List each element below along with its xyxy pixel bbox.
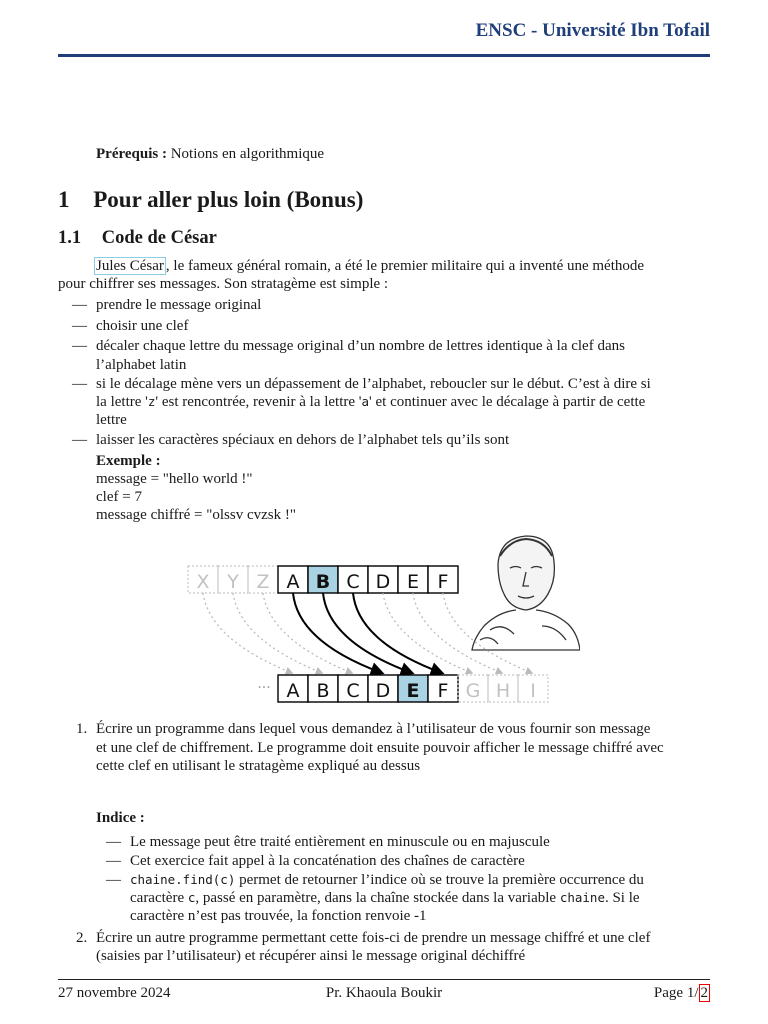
bullet-dash: — xyxy=(72,376,87,392)
caesar-portrait xyxy=(472,536,580,650)
footer-author-wrap xyxy=(0,985,768,1002)
footer-date: 27 novembre 2024 xyxy=(58,985,171,1001)
shift-arrows-grey xyxy=(203,593,532,673)
top-letter-y: Y xyxy=(227,571,239,593)
top-letter-x: X xyxy=(196,571,210,593)
bullet-dash: — xyxy=(106,853,121,869)
section-number: 1 xyxy=(58,187,70,212)
subsection-heading xyxy=(58,228,217,249)
bottom-letter-e: E xyxy=(406,680,420,702)
top-letter-a: A xyxy=(286,571,300,593)
task-1-line-2: et une clef de chiffrement. Le programme doit ensuite pouvoir afficher le message chiffré avec xyxy=(96,740,664,756)
step-1: prendre le message original xyxy=(96,297,262,313)
task-1-number: 1. xyxy=(76,721,88,737)
bottom-letter-h: H xyxy=(495,680,511,702)
hint-3c: caractère n’est pas trouvée, la fonction renvoie -1 xyxy=(130,908,427,924)
prerequisites-text: Notions en algorithmique xyxy=(170,146,325,162)
code-z: z xyxy=(147,394,156,409)
hint-2: Cet exercice fait appel à la concaténation des chaînes de caractère xyxy=(130,853,525,869)
footer-author: Pr. Khaoula Boukir xyxy=(325,985,443,1001)
bullet-dash: — xyxy=(72,318,87,334)
code-c: c xyxy=(187,890,196,905)
bottom-letter-g: G xyxy=(465,680,481,702)
step-2: choisir une clef xyxy=(96,318,189,334)
prerequisites-label: Prérequis : xyxy=(96,146,167,162)
example-line-3: message chiffré = "olssv cvzsk !" xyxy=(96,507,296,523)
top-letter-z: Z xyxy=(256,571,270,593)
example-title: Exemple : xyxy=(96,453,161,469)
step-4a: si le décalage mène vers un dépassement de l’alphabet, reboucler sur le début. C’est à dire si xyxy=(96,376,651,392)
bottom-letter-b: B xyxy=(316,680,330,702)
bullet-dash: — xyxy=(72,432,87,448)
bullet-dash: — xyxy=(106,834,121,850)
footer-page xyxy=(654,985,710,1002)
top-letter-f: F xyxy=(437,571,449,593)
section-title: Pour aller plus loin (Bonus) xyxy=(93,187,364,212)
top-letter-d: D xyxy=(375,571,391,593)
section-heading xyxy=(58,187,363,213)
step-3b: l’alphabet latin xyxy=(96,357,187,373)
step-4c: lettre xyxy=(96,412,127,428)
task-2-line-2: (saisies par l’utilisateur) et récupérer ainsi le message original déchiffré xyxy=(96,948,526,964)
header-title: ENSC - Université Ibn Tofail xyxy=(475,20,710,41)
bottom-letter-f: F xyxy=(437,680,449,702)
top-letter-c: C xyxy=(346,571,360,593)
footer-rule xyxy=(58,979,710,980)
prerequisites xyxy=(96,146,324,163)
bottom-letter-a: A xyxy=(286,680,300,702)
bottom-letter-i: I xyxy=(530,680,536,702)
caesar-cipher-diagram xyxy=(180,530,580,710)
subsection-title: Code de César xyxy=(101,228,217,248)
subsection-number: 1.1 xyxy=(58,228,82,248)
top-letter-e: E xyxy=(406,571,420,593)
code-chaine: chaine xyxy=(559,890,605,905)
code-a: a xyxy=(361,394,370,409)
jules-cesar-link[interactable]: Jules César xyxy=(96,258,164,274)
code-chaine-find: chaine.find(c) xyxy=(130,872,236,887)
page-header xyxy=(58,20,710,57)
hint-1: Le message peut être traité entièrement en minuscule ou en majuscule xyxy=(130,834,550,850)
intro-line-2: pour chiffrer ses messages. Son stratagème est simple : xyxy=(58,276,389,292)
top-row-boxes xyxy=(278,566,458,593)
hint-title: Indice : xyxy=(96,810,145,826)
bottom-letter-c: C xyxy=(346,680,360,702)
task-1-line-1: Écrire un programme dans lequel vous demandez à l’utilisateur de vous fournir son message xyxy=(96,721,651,737)
bullet-dash: — xyxy=(106,872,121,888)
intro-text-1: , le fameux général romain, a été le premier militaire qui a inventé une méthode xyxy=(165,258,645,274)
top-letter-b: B xyxy=(315,571,331,593)
hint-3b: caractère c, passé en paramètre, dans la chaîne stockée dans la variable chaine. Si le xyxy=(130,890,640,906)
bullet-dash: — xyxy=(72,297,87,313)
hint-3a: chaine.find(c) permet de retourner l’indice où se trouve la première occurrence du xyxy=(130,872,644,888)
page-total-link[interactable]: 2 xyxy=(700,985,708,1001)
task-2-line-1: Écrire un autre programme permettant cette fois-ci de prendre un message chiffré et une clef xyxy=(96,930,651,946)
shift-arrows-black xyxy=(293,593,442,673)
step-4b: la lettre 'z' est rencontrée, revenir à la lettre 'a' et continuer avec le décalage à partir de cette xyxy=(96,394,646,410)
example-line-2: clef = 7 xyxy=(96,489,142,505)
step-3a: décaler chaque lettre du message original d’un nombre de lettres identique à la clef dans xyxy=(96,338,625,354)
bottom-letter-d: D xyxy=(375,680,391,702)
bullet-dash: — xyxy=(72,338,87,354)
step-5: laisser les caractères spéciaux en dehors de l’alphabet tels qu’ils sont xyxy=(96,432,510,448)
task-1-line-3: cette clef en utilisant le stratagème expliqué au dessus xyxy=(96,758,421,774)
footer-page-prefix: Page 1/ xyxy=(653,985,699,1001)
task-2-number: 2. xyxy=(76,930,88,946)
example-line-1: message = "hello world !" xyxy=(96,471,253,487)
intro-line-1 xyxy=(94,258,644,275)
bottom-row-boxes xyxy=(278,675,458,702)
bottom-ellipsis: ··· xyxy=(257,680,271,696)
